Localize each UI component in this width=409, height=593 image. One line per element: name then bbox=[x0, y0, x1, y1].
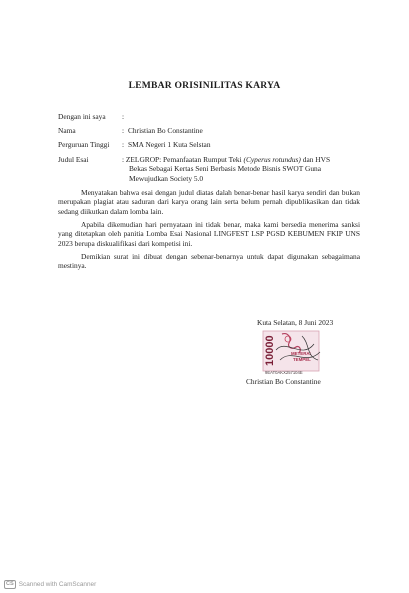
signer-name: Christian Bo Constantine bbox=[246, 377, 321, 386]
essay-title-scientific-name: (Cyperus rotundus) bbox=[243, 155, 301, 164]
scanner-footer-text: Scanned with CamScanner bbox=[18, 581, 97, 588]
name-value: Christian Bo Constantine bbox=[128, 126, 203, 135]
meterai-stamp-icon bbox=[262, 330, 338, 378]
institution-value: SMA Negeri 1 Kuta Selstan bbox=[128, 140, 211, 149]
stamp-label-1: METERAI bbox=[291, 351, 311, 356]
statement-paragraph-1: Menyatakan bahwa esai dengan judul diatas dalah benar-benar hasil karya sendiri dan bukan merupakan plagiat atau saduran dari karya orang lain serta belum pernah dipublikasikan dan tidak sedang diikutkan dalam lomba lain. bbox=[58, 188, 360, 216]
essay-title-suffix: dan HVS bbox=[300, 155, 331, 164]
essay-title-prefix: : ZELGROP: Pemanfaatan Rumput Teki bbox=[122, 155, 244, 164]
place-date: Kuta Selatan, 8 Juni 2023 bbox=[257, 318, 334, 327]
statement-paragraph-3: Demikian surat ini dibuat dengan sebenar-benarnya untuk dapat digunakan sebagaimana mestinya. bbox=[58, 252, 360, 271]
stamp-label-2: TEMPEL bbox=[293, 357, 311, 362]
document-title: LEMBAR ORISINILITAS KARYA bbox=[128, 80, 281, 91]
essay-title-line-2: Bekas Sebagai Kertas Seni Berbasis Metode Bisnis SWOT Guna bbox=[129, 164, 321, 174]
name-label: Nama bbox=[58, 126, 76, 135]
intro-label: Dengan ini saya bbox=[58, 112, 106, 121]
stamp-serial: 9EAT0AKX257104E bbox=[265, 370, 303, 375]
essay-title-value bbox=[122, 155, 360, 183]
stamp-value: 10000 bbox=[264, 335, 276, 366]
statement-paragraph-2: Apabila dikemudian hari pernyataan ini tidak benar, maka kami bersedia menerima sanksi yang ditetapkan oleh panitia Lomba Esai Nasional LINGFEST LSP PGSD KEBUMEN FKIP UNS 2023 berupa diskualifikasi dari kompetisi ini. bbox=[58, 220, 360, 248]
camscanner-logo-icon: CS bbox=[6, 581, 14, 587]
institution-colon: : bbox=[122, 140, 125, 149]
essay-title-line-3: Mewujudkan Society 5.0 bbox=[129, 173, 204, 183]
intro-colon: : bbox=[122, 112, 125, 121]
stamp-value-group bbox=[264, 335, 276, 366]
essay-title-line-1 bbox=[122, 155, 360, 164]
scanner-footer bbox=[4, 580, 96, 589]
name-colon: : bbox=[122, 126, 125, 135]
essay-title-label: Judul Esai bbox=[58, 155, 89, 164]
institution-label: Perguruan Tinggi bbox=[58, 140, 110, 149]
